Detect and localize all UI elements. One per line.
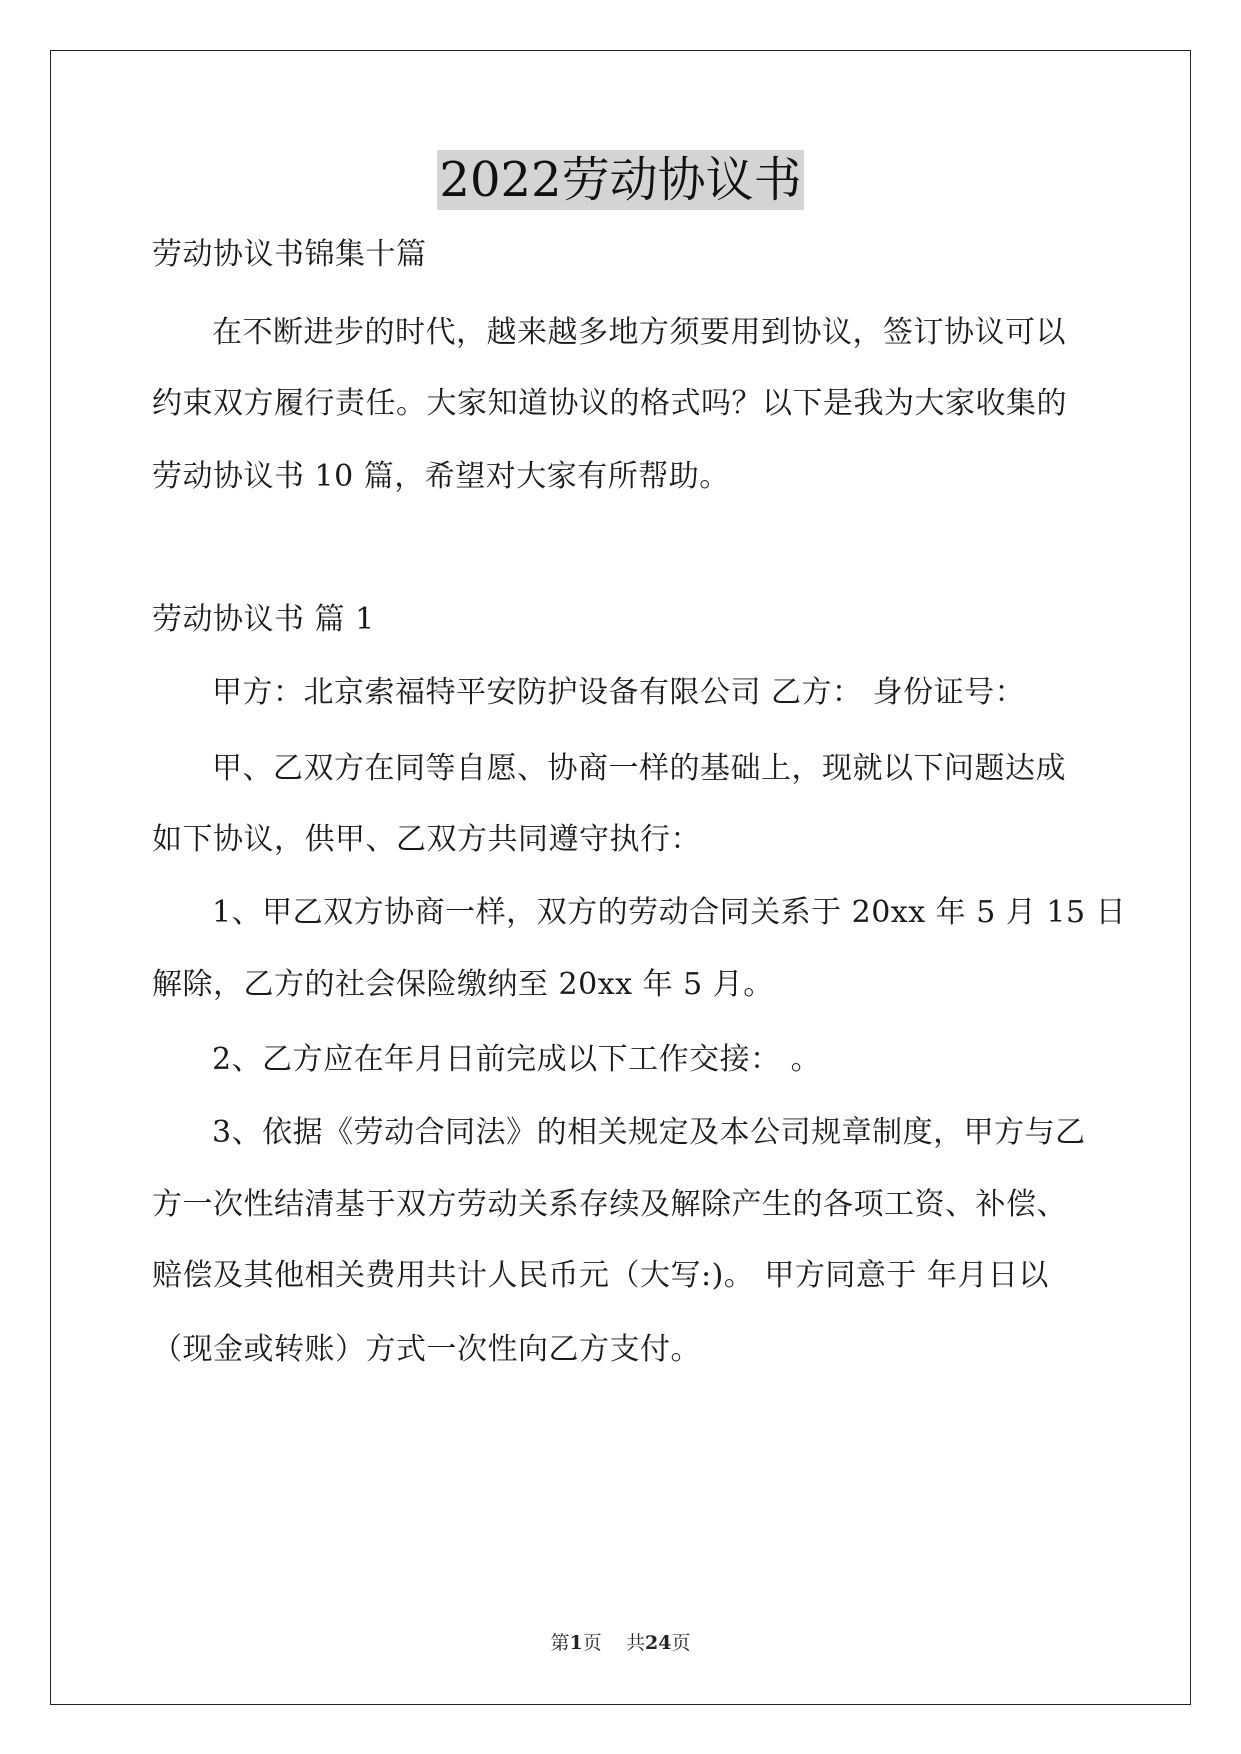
body-line-9: （现金或转账）方式一次性向乙方支付。 bbox=[152, 1332, 701, 1367]
intro-line-3: 劳动协议书 10 篇，希望对大家有所帮助。 bbox=[152, 459, 730, 494]
body-line-7: 方一次性结清基于双方劳动关系存续及解除产生的各项工资、补偿、 bbox=[152, 1187, 1067, 1222]
parties-line: 甲方：北京索福特平安防护设备有限公司 乙方： 身份证号： bbox=[212, 675, 1026, 710]
body-line-1: 甲、乙双方在同等自愿、协商一样的基础上，现就以下问题达成 bbox=[212, 751, 1066, 786]
page-number: 1 bbox=[569, 1632, 583, 1654]
total-prefix: 共 bbox=[625, 1632, 645, 1654]
document-title: 2022劳动协议书 bbox=[439, 152, 802, 208]
subtitle: 劳动协议书锦集十篇 bbox=[152, 237, 427, 272]
body-line-4: 解除，乙方的社会保险缴纳至 20xx 年 5 月。 bbox=[152, 967, 774, 1002]
page-prefix: 第 bbox=[550, 1632, 570, 1654]
body-line-5: 2、乙方应在年月日前完成以下工作交接： 。 bbox=[212, 1042, 822, 1077]
body-line-2: 如下协议，供甲、乙双方共同遵守执行： bbox=[152, 822, 701, 857]
page-footer bbox=[0, 1628, 1241, 1655]
body-line-6: 3、依据《劳动合同法》的相关规定及本公司规章制度，甲方与乙 bbox=[212, 1115, 1086, 1150]
intro-line-2: 约束双方履行责任。大家知道协议的格式吗？以下是我为大家收集的 bbox=[152, 386, 1067, 421]
document-title-wrap bbox=[0, 150, 1241, 210]
page-suffix: 页 bbox=[582, 1632, 602, 1654]
page-border bbox=[50, 50, 1191, 1705]
body-line-8: 赔偿及其他相关费用共计人民币元（大写:)。 甲方同意于 年月日以 bbox=[152, 1258, 1049, 1293]
total-suffix: 页 bbox=[671, 1632, 691, 1654]
section-heading: 劳动协议书 篇 1 bbox=[152, 602, 375, 637]
body-line-3: 1、甲乙双方协商一样，双方的劳动合同关系于 20xx 年 5 月 15 日 bbox=[212, 895, 1127, 930]
intro-line-1: 在不断进步的时代，越来越多地方须要用到协议，签订协议可以 bbox=[212, 315, 1066, 350]
total-pages: 24 bbox=[644, 1632, 672, 1654]
